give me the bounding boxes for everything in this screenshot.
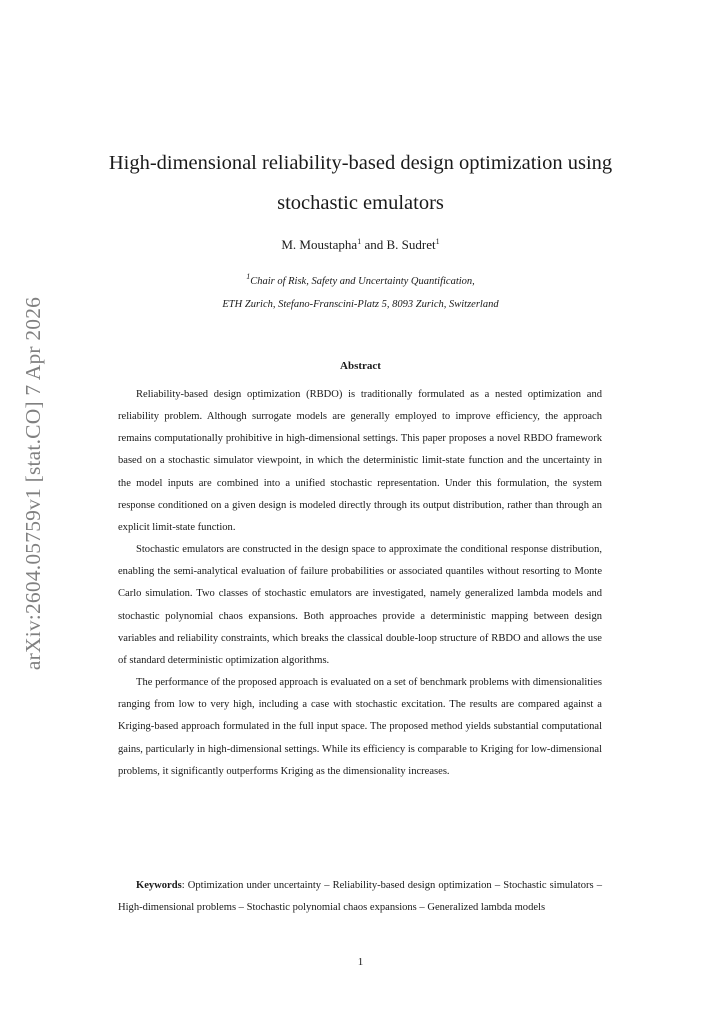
- page-number: 1: [357, 956, 364, 968]
- affiliation-mark: 1: [435, 237, 440, 246]
- affiliation-line-2: [80, 298, 641, 312]
- abstract-paragraph: Reliability-based design optimization (RBDO) is traditionally formulated as a nested optimization and reliability problem. Although surrogate models are generally employed to improve efficiency, the approach remains computationally prohibitive in high-dimensional settings. This paper proposes a novel RBDO framework based on a stochastic simulator viewpoint, in which the deterministic limit-state function and the uncertainty in the model inputs are combined into a unified stochastic representation. Under this formulation, the system response conditioned on a given design is modeled directly through its output distribution, rather than through an explicit limit-state function.: [118, 389, 602, 533]
- abstract-paragraph: The performance of the proposed approach is evaluated on a set of benchmark problems with dimensionalities ranging from low to very high, including a case with stochastic excitation. The results are compared against a Kriging-based approach formulated in the full input space. The proposed method yields substantial computational gains, particularly in high-dimensional settings. While its efficiency is comparable to Kriging for low-dimensional problems, it significantly outperforms Kriging as the dimensionality increases.: [118, 677, 602, 777]
- author-name: M. Moustapha: [281, 237, 358, 252]
- affiliation-text: Chair of Risk, Safety and Uncertainty Quantification,: [250, 276, 475, 287]
- affiliation-mark: 1: [357, 237, 362, 246]
- abstract-paragraph: Stochastic emulators are constructed in the design space to approximate the conditional response distribution, enabling the semi-analytical evaluation of failure probabilities or associated quantiles without resorting to Monte Carlo simulation. Two classes of stochastic emulators are investigated, namely generalized lambda models and stochastic polynomial chaos expansions. Both approaches provide a deterministic mapping between design variables and reliability constraints, which breaks the classical double-loop structure of RBDO and allows the use of standard deterministic optimization algorithms.: [118, 544, 602, 666]
- authors: [80, 233, 641, 254]
- affiliation-line-1: [80, 270, 641, 289]
- paper-title: [80, 143, 641, 223]
- arxiv-id: arXiv:2604.05759v1 [stat.CO] 7 Apr 2026: [21, 296, 46, 670]
- affiliation-text: ETH Zurich, Stefano-Franscini-Platz 5, 8093 Zurich, Switzerland: [222, 299, 499, 310]
- arxiv-stamp: [14, 293, 54, 673]
- abstract-heading: Abstract: [340, 360, 381, 372]
- keywords-label: Keywords: [136, 880, 182, 891]
- affiliation-mark: 1: [246, 272, 251, 281]
- title-line-2: stochastic emulators: [277, 192, 444, 214]
- title-line-1: High-dimensional reliability-based design optimization using: [108, 152, 613, 174]
- keywords: [118, 875, 602, 919]
- author-separator: and: [361, 237, 387, 252]
- author-name: B. Sudret: [386, 237, 436, 252]
- keywords-text: : Optimization under uncertainty – Reliability-based design optimization – Stochastic simulators – High-dimensional problems – Stochastic polynomial chaos expansions – Generalized lambda models: [118, 880, 602, 914]
- abstract-body: [118, 384, 602, 783]
